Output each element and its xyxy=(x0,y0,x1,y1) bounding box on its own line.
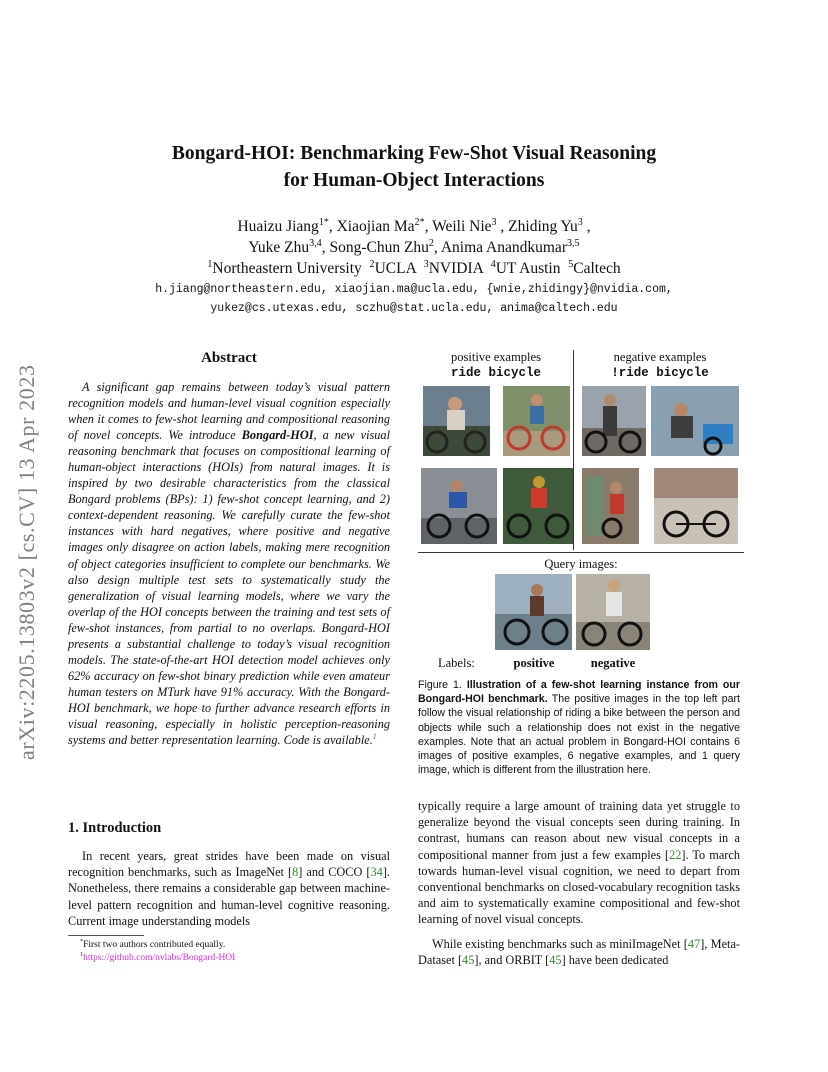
emails-line2: yukez@cs.utexas.edu, sczhu@stat.ucla.edu, anima@caltech.edu xyxy=(210,302,618,315)
label-positive: positive xyxy=(513,656,555,670)
figure-1 xyxy=(418,348,744,678)
paper-title-line1: Bongard-HOI: Benchmarking Few-Shot Visual Reasoning xyxy=(171,143,657,164)
abstract-body: A significant gap remains between today’s visual pattern recognition models and human-level visual cognition especially when it comes to few-shot learning and compositional reasoning of novel concepts. We introduce Bongard-HOI, a new visual reasoning benchmark that focuses on compositional learning of human-object interactions (HOIs) from natural images. It is inspired by two desirable characteristics from the classical Bongard problems (BPs): 1) few-shot concept learning, and 2) context-dependent reasoning. We carefully curate the few-shot instances with hard negatives, where positive and negative images only disagree on action labels, making mere recognition of object categories insufficient to complete our benchmarks. We also design multiple test sets to systematically study the generalization of visual learning models, where we vary the overlap of the HOI concepts between the training and test sets of few-shot instances, from partial to no overlaps. Bongard-HOI presents a substantial challenge to today’s visual recognition models. The state-of-the-art HOI detection model achieves only 62% accuracy on few-shot binary prediction while even amateur human testers on MTurk have 91% accuracy. With the Bongard-HOI benchmark, we hope to further advance research efforts in visual reasoning, especially in holistic perception-reasoning systems and better representation learning. Code is available.$^1$ xyxy=(68,380,390,748)
arxiv-stamp: arXiv:2205.13803v2 [cs.CV] 13 Apr 2023 xyxy=(14,364,39,760)
positive-label: positive examples xyxy=(451,350,541,364)
positive-image-1 xyxy=(423,386,490,456)
negative-label: negative examples xyxy=(613,350,707,364)
footnote-rule xyxy=(68,935,144,936)
positive-concept: ride bicycle xyxy=(450,366,541,380)
positive-image-2 xyxy=(503,386,570,456)
positive-image-4 xyxy=(503,468,573,544)
negative-image-3 xyxy=(582,468,639,544)
abstract-heading: Abstract xyxy=(201,350,257,366)
negative-image-2 xyxy=(651,386,739,456)
label-negative: negative xyxy=(590,656,636,670)
right-column-paragraph-2: While existing benchmarks such as miniImageNet [47], Meta-Dataset [45], and ORBIT [45] have been dedicated xyxy=(418,937,740,968)
authors-line2: Yuke Zhu$^{3,4}$, Song-Chun Zhu$^2$, Anima Anandkumar$^{3,5}$ xyxy=(248,237,580,256)
affiliations: $^1$Northeastern University $^2$UCLA $^3$NVIDIA $^4$UT Austin $^5$Caltech xyxy=(207,258,621,277)
query-image-negative xyxy=(576,574,650,650)
query-label: Query images: xyxy=(544,557,618,571)
emails-line1: h.jiang@northeastern.edu, xiaojian.ma@ucla.edu, {wnie,zhidingy}@nvidia.com, xyxy=(155,283,673,296)
negative-image-4 xyxy=(654,468,738,544)
negative-concept: !ride bicycle xyxy=(611,366,709,380)
title-block xyxy=(130,140,698,318)
intro-body: In recent years, great strides have been made on visual recognition benchmarks, such as ImageNet [8] and COCO [34]. Nonetheless, there remains a considerable gap between machine-level pattern recognition and human-level cognitive reasoning. Current image understanding models xyxy=(68,849,390,928)
right-column-paragraph-1: typically require a large amount of training data yet struggle to generalize beyond the visual concepts seen during training. In contrast, humans can reason about new visual concepts in a compositional manner from just a few examples [22]. To march towards human-level visual cognition, we need to depart from conventional benchmarks on closed-vocabulary recognition tasks and aim to systematically examine compositional and few-shot learning of novel visual concepts. xyxy=(418,799,740,927)
footnote-2[interactable]: $^1$https://github.com/nvlabs/Bongard-HOI xyxy=(80,951,236,963)
query-image-positive xyxy=(495,574,572,650)
figure-divider-horizontal xyxy=(418,552,744,553)
paper-title-line2: for Human-Object Interactions xyxy=(283,170,545,191)
intro-heading: 1. Introduction xyxy=(68,820,162,836)
labels-prefix: Labels: xyxy=(438,656,475,670)
figure-caption: Figure 1. Illustration of a few-shot learning instance from our Bongard-HOI benchmark. The positive images in the top left part follow the visual relationship of riding a bike between the person and objects while such a relationship does not exist in the negative examples. Note that an actual problem in Bongard-HOI contains 6 images of positive examples, 6 negative examples, and 1 query image, which is different from the illustration here. xyxy=(418,679,741,777)
positive-image-3 xyxy=(421,468,497,544)
negative-image-1 xyxy=(582,386,646,456)
footnote-1: *First two authors contributed equally. xyxy=(80,938,226,950)
figure-divider-vertical xyxy=(573,350,574,550)
authors-line1: Huaizu Jiang$^{1*}$, Xiaojian $Ma^{2*}$, Weili Nie$^3$ , Zhiding Yu$^3$ , xyxy=(237,216,591,235)
